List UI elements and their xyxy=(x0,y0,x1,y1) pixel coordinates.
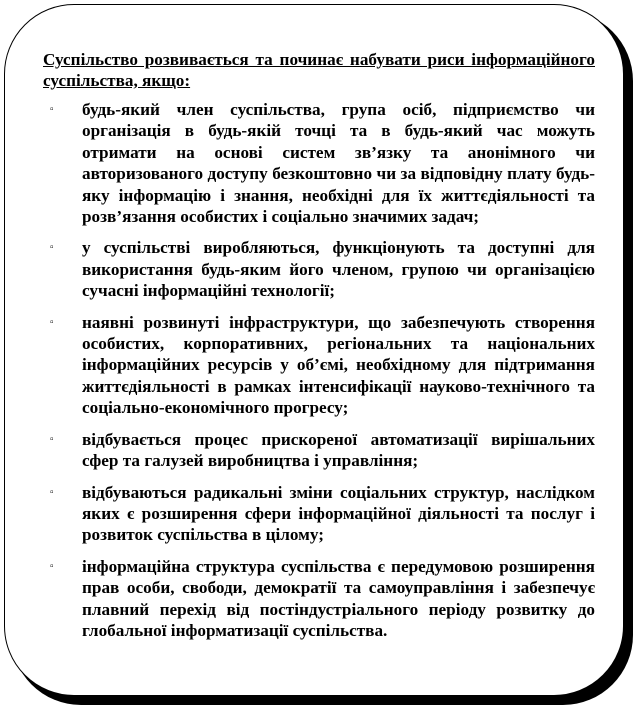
bullet-icon: ▫ xyxy=(50,486,54,498)
bullet-icon: ▫ xyxy=(50,560,54,572)
rounded-text-frame xyxy=(4,4,624,696)
list-item-text: у суспільстві виробляються, функціонують та доступні для використання будь-яким його членом, групою чи організацією сучасні інформаційні технології; xyxy=(82,238,595,301)
list-item xyxy=(50,429,595,472)
bullet-list xyxy=(43,99,595,641)
bullet-icon: ▫ xyxy=(50,316,54,328)
list-item-text: відбувається процес прискореної автоматизації вирішальних сфер та галузей виробництва і управління; xyxy=(82,429,595,471)
list-item xyxy=(50,237,595,301)
list-item-text: наявні розвинуті інфраструктури, що забезпечують створення особистих, корпоративних, регіональних та національних інформаційних ресурсів у об’ємі, необхідному для підтримання життєдіяльності в рамках інтенсифікації науково-технічного та соціально-економічного прогресу; xyxy=(82,312,595,418)
list-item xyxy=(50,482,595,546)
list-item-text: інформаційна структура суспільства є передумовою розширення прав особи, свободи, демократії та самоуправління і забезпечує плавний перехід від постіндустріального періоду розвитку до глобальної інформатизації суспільства. xyxy=(82,556,595,640)
text-content xyxy=(43,49,595,675)
list-item-text: відбуваються радикальні зміни соціальних структур, наслідком яких є розширення сфери інформаційної діяльності та послуг і розвиток суспільства в цілому; xyxy=(82,482,595,545)
bullet-icon: ▫ xyxy=(50,104,54,115)
bullet-icon: ▫ xyxy=(50,242,54,254)
list-item xyxy=(50,99,595,227)
list-item-text: будь-який член суспільства, група осіб, підприємство чи організація в будь-якій точці та в будь-який час можуть отримати на основі систем зв’язку та анонімного чи авторизованого доступу безкоштовно чи за відповідну плату будь-яку інформацію і знання, необхідні для їх життєдіяльності та розв’язання особистих і соціально значимих задач; xyxy=(82,100,595,227)
heading-text: Суспільство розвивається та починає набувати риси інформаційного суспільства, якщо: xyxy=(43,50,595,90)
heading xyxy=(43,49,595,91)
bullet-icon: ▫ xyxy=(50,433,54,445)
list-item xyxy=(50,556,595,642)
list-item xyxy=(50,312,595,419)
